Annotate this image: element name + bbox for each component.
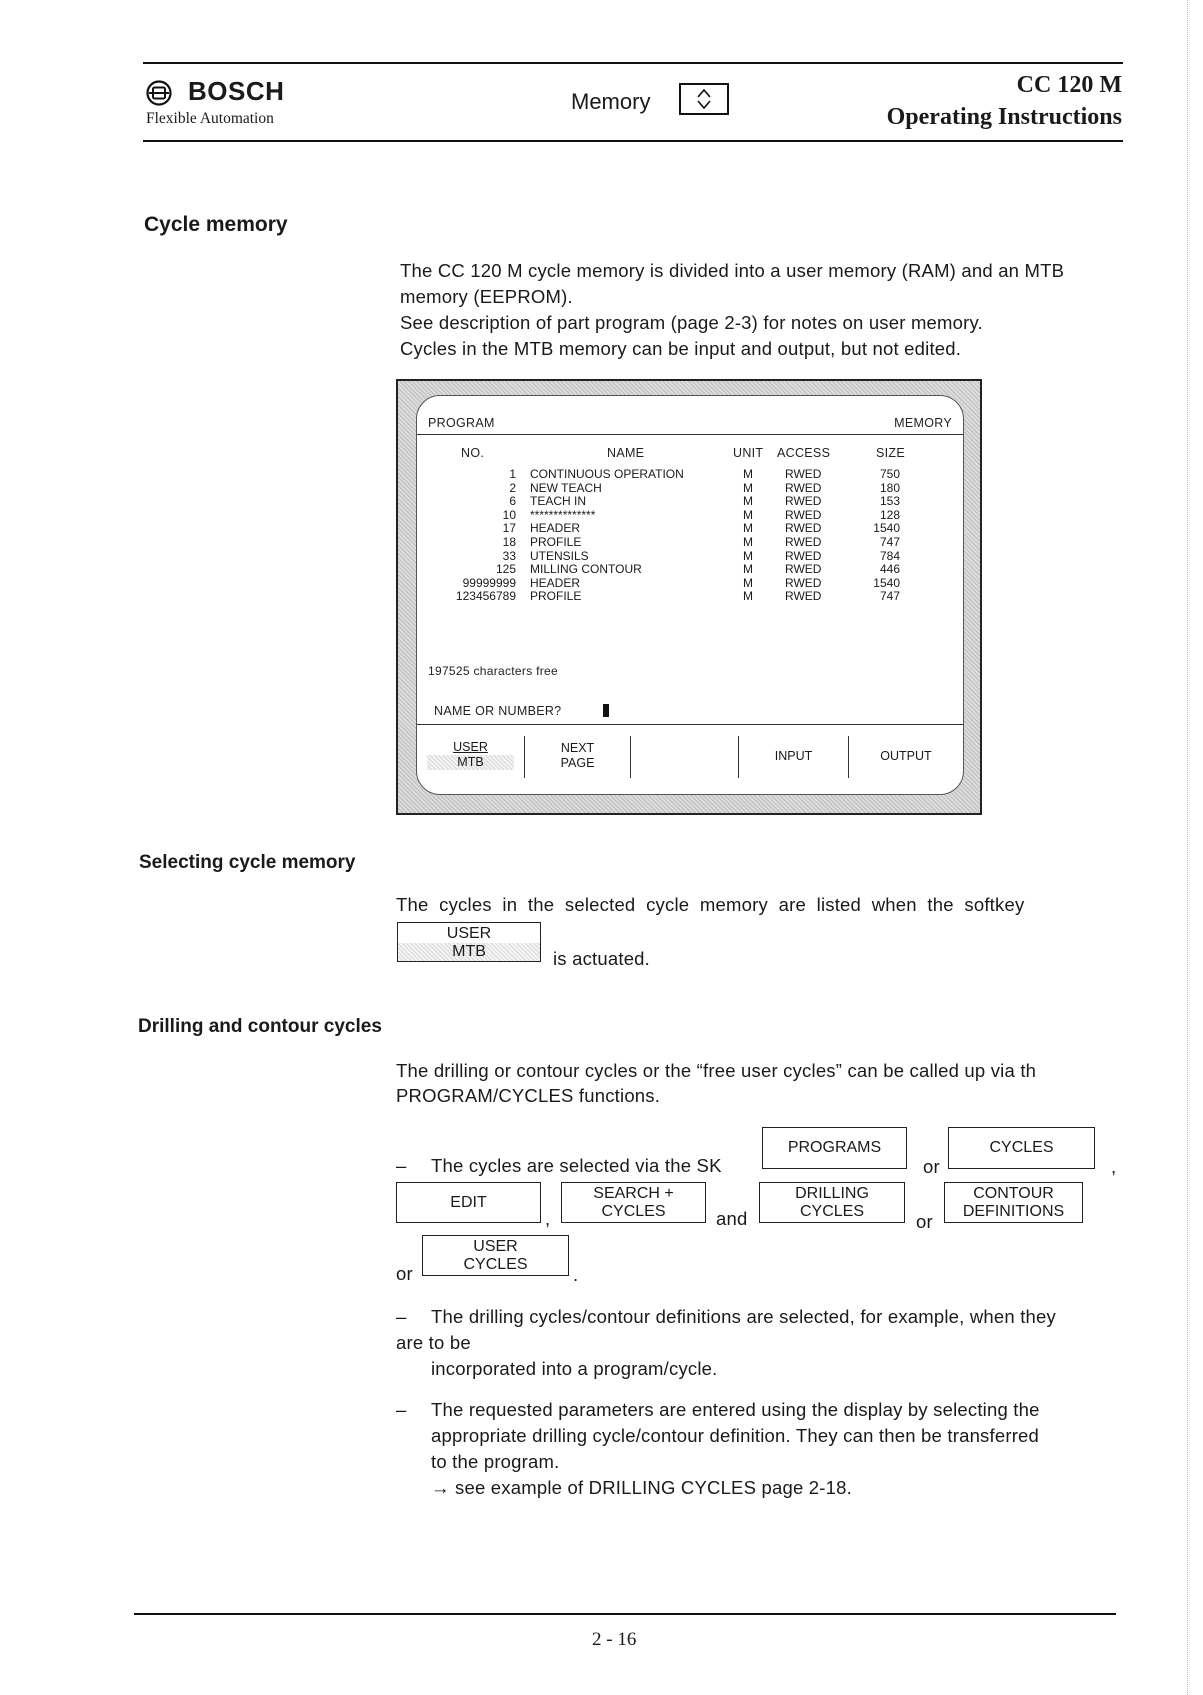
header-top-rule (143, 62, 1123, 64)
screen-softkey-empty[interactable] (631, 736, 739, 778)
programs-softkey[interactable]: PROGRAMS (762, 1127, 907, 1169)
bullet2-line1: The drilling cycles/contour definitions are selected, for example, when they (431, 1306, 1056, 1327)
text-cursor (603, 704, 609, 717)
see-reference: → see example of DRILLING CYCLES page 2-18. (431, 1477, 852, 1498)
program-name: HEADER (530, 521, 581, 536)
program-size: 1540 (873, 521, 900, 536)
document-subtitle: Operating Instructions (886, 104, 1122, 130)
program-row (417, 577, 963, 591)
program-name: ************** (530, 507, 596, 522)
program-row (417, 536, 963, 550)
program-unit: M (743, 535, 753, 549)
program-row (417, 509, 963, 523)
search-cycles-softkey[interactable] (561, 1182, 706, 1223)
program-access: RWED (785, 535, 822, 549)
text-line: The requested parameters are entered using the display by selecting the (431, 1399, 1040, 1420)
program-row (417, 563, 963, 577)
program-row (417, 590, 963, 604)
screen-softkey-output[interactable] (849, 736, 963, 778)
drilling-intro-line1: The drilling or contour cycles or the “free user cycles” can be called up via th (396, 1060, 1037, 1081)
softkey-label: DRILLING (795, 1185, 869, 1202)
program-row (417, 522, 963, 536)
program-row (417, 482, 963, 496)
softkey-label: USER (453, 740, 488, 754)
program-unit: M (743, 548, 753, 563)
column-no: NO. (461, 446, 485, 460)
brand-name: BOSCH (188, 76, 285, 106)
user-mtb-softkey[interactable] (397, 922, 541, 962)
program-unit: M (743, 589, 753, 604)
program-name: PROFILE (530, 589, 582, 604)
program-name: NEW TEACH (530, 480, 602, 495)
program-unit: M (743, 480, 753, 495)
program-no: 10 (502, 507, 516, 522)
page-number: 2 - 16 (592, 1629, 637, 1650)
program-size: 747 (879, 535, 900, 549)
softkey-label: CYCLES (799, 1203, 865, 1220)
text-line: See description of part program (page 2-3) for notes on user memory. (400, 312, 983, 333)
softkey-label: INPUT (774, 749, 813, 763)
program-no: 99999999 (462, 575, 516, 590)
program-no: 6 (509, 494, 516, 509)
program-name: MILLING CONTOUR (530, 562, 642, 577)
program-size: 180 (879, 480, 900, 495)
bosch-logo (146, 80, 172, 106)
program-name: UTENSILS (530, 548, 589, 563)
bullet2-line3: incorporated into a program/cycle. (431, 1358, 718, 1379)
screen-softkey-user-mtb[interactable] (417, 736, 525, 778)
program-unit: M (743, 562, 753, 577)
column-name: NAME (607, 446, 645, 460)
period: . (573, 1264, 579, 1285)
program-name: HEADER (530, 575, 581, 590)
selecting-text-after: is actuated. (553, 948, 651, 969)
softkey-label: CYCLES (601, 1203, 666, 1220)
program-size: 446 (879, 562, 900, 577)
comma: , (1111, 1156, 1117, 1177)
program-size: 784 (879, 548, 900, 563)
bosch-armature-icon (146, 80, 172, 106)
program-access: RWED (785, 507, 822, 522)
footer-rule (134, 1613, 1116, 1615)
program-no: 2 (509, 480, 516, 495)
document-title: CC 120 M (1016, 72, 1122, 98)
program-unit: M (743, 521, 753, 536)
program-size: 1540 (873, 575, 900, 590)
column-access: ACCESS (777, 446, 831, 460)
bullet1-text: The cycles are selected via the SK (431, 1155, 722, 1176)
cycles-softkey[interactable]: CYCLES (948, 1127, 1095, 1169)
bullet-dash: – (396, 1399, 407, 1420)
softkey-label: NEXT (560, 741, 595, 755)
program-size: 128 (879, 507, 900, 522)
bullet2-line2: are to be (396, 1332, 471, 1353)
program-access: RWED (785, 548, 822, 563)
selecting-text: The cycles in the selected cycle memory are listed when the softkey (396, 894, 1025, 915)
program-name: TEACH IN (530, 494, 587, 509)
screen-divider (417, 434, 963, 435)
header-bottom-rule (143, 140, 1123, 142)
program-access: RWED (785, 494, 822, 509)
section-title: Memory (571, 89, 651, 114)
softkey-label: PAGE (560, 756, 595, 770)
screen-softkey-next-page[interactable] (525, 736, 631, 778)
program-no: 17 (502, 521, 516, 536)
softkey-label-selected: MTB (398, 943, 540, 961)
contour-definitions-softkey[interactable] (944, 1182, 1083, 1223)
softkey-label: DEFINITIONS (962, 1203, 1065, 1220)
edit-softkey[interactable]: EDIT (396, 1182, 541, 1223)
program-unit: M (743, 507, 753, 522)
program-row (417, 550, 963, 564)
program-unit: M (743, 467, 753, 481)
program-access: RWED (785, 480, 822, 495)
column-size: SIZE (876, 446, 905, 460)
screen-divider (417, 724, 963, 725)
softkey-label: CONTOUR (973, 1185, 1054, 1202)
softkey-label: SEARCH + (593, 1185, 674, 1202)
cycle-memory-text (400, 258, 1140, 362)
name-or-number-prompt: NAME OR NUMBER? (434, 704, 562, 718)
selecting-heading: Selecting cycle memory (139, 852, 356, 873)
program-row (417, 495, 963, 509)
program-row (417, 468, 963, 482)
memory-key-icon (679, 83, 729, 115)
program-no: 123456789 (455, 589, 516, 604)
characters-free: 197525 characters free (428, 664, 559, 678)
screen-title-program: PROGRAM (428, 416, 495, 430)
text-line: The CC 120 M cycle memory is divided into a user memory (RAM) and an MTB (400, 260, 1065, 281)
program-access: RWED (785, 589, 822, 604)
program-size: 750 (879, 467, 900, 481)
softkey-label: CYCLES (463, 1256, 528, 1273)
bullet3-text (431, 1397, 1131, 1501)
screen-title-memory: MEMORY (894, 416, 952, 430)
cycle-memory-heading: Cycle memory (144, 213, 288, 236)
program-name: CONTINUOUS OPERATION (530, 467, 684, 481)
program-name: PROFILE (530, 535, 582, 549)
softkey-label-selected: MTB (427, 755, 514, 770)
program-access: RWED (785, 521, 822, 536)
text-line: memory (EEPROM). (400, 286, 573, 307)
drilling-intro-line2: PROGRAM/CYCLES functions. (396, 1085, 661, 1106)
text-line: Cycles in the MTB memory can be input and output, but not edited. (400, 338, 962, 359)
program-access: RWED (785, 467, 822, 481)
user-cycles-softkey[interactable] (422, 1235, 569, 1276)
program-no: 125 (495, 562, 516, 577)
screen-display (416, 395, 964, 795)
scan-edge (1187, 0, 1189, 1695)
drilling-cycles-softkey[interactable] (759, 1182, 905, 1223)
text-line: to the program. (431, 1451, 560, 1472)
program-access: RWED (785, 575, 822, 590)
or-label: or (916, 1211, 933, 1232)
or-label: or (396, 1263, 413, 1284)
or-label: or (923, 1156, 940, 1177)
program-no: 33 (502, 548, 516, 563)
comma: , (545, 1208, 551, 1229)
program-no: 1 (509, 467, 516, 481)
program-size: 153 (879, 494, 900, 509)
bullet-dash: – (396, 1306, 407, 1327)
program-access: RWED (785, 562, 822, 577)
text-line: appropriate drilling cycle/contour definition. They can then be transferred (431, 1425, 1040, 1446)
program-no: 18 (502, 535, 516, 549)
brand-subtitle: Flexible Automation (146, 110, 274, 127)
program-memory-screen (396, 379, 982, 815)
bullet-dash: – (396, 1155, 407, 1176)
program-unit: M (743, 494, 753, 509)
softkey-label: OUTPUT (880, 749, 932, 763)
softkey-label: USER (473, 1238, 518, 1255)
column-unit: UNIT (733, 446, 764, 460)
and-label: and (716, 1208, 748, 1229)
screen-softkey-input[interactable] (739, 736, 849, 778)
softkey-label: USER (446, 925, 492, 942)
program-unit: M (743, 575, 753, 590)
program-size: 747 (879, 589, 900, 604)
drilling-heading: Drilling and contour cycles (138, 1016, 382, 1037)
